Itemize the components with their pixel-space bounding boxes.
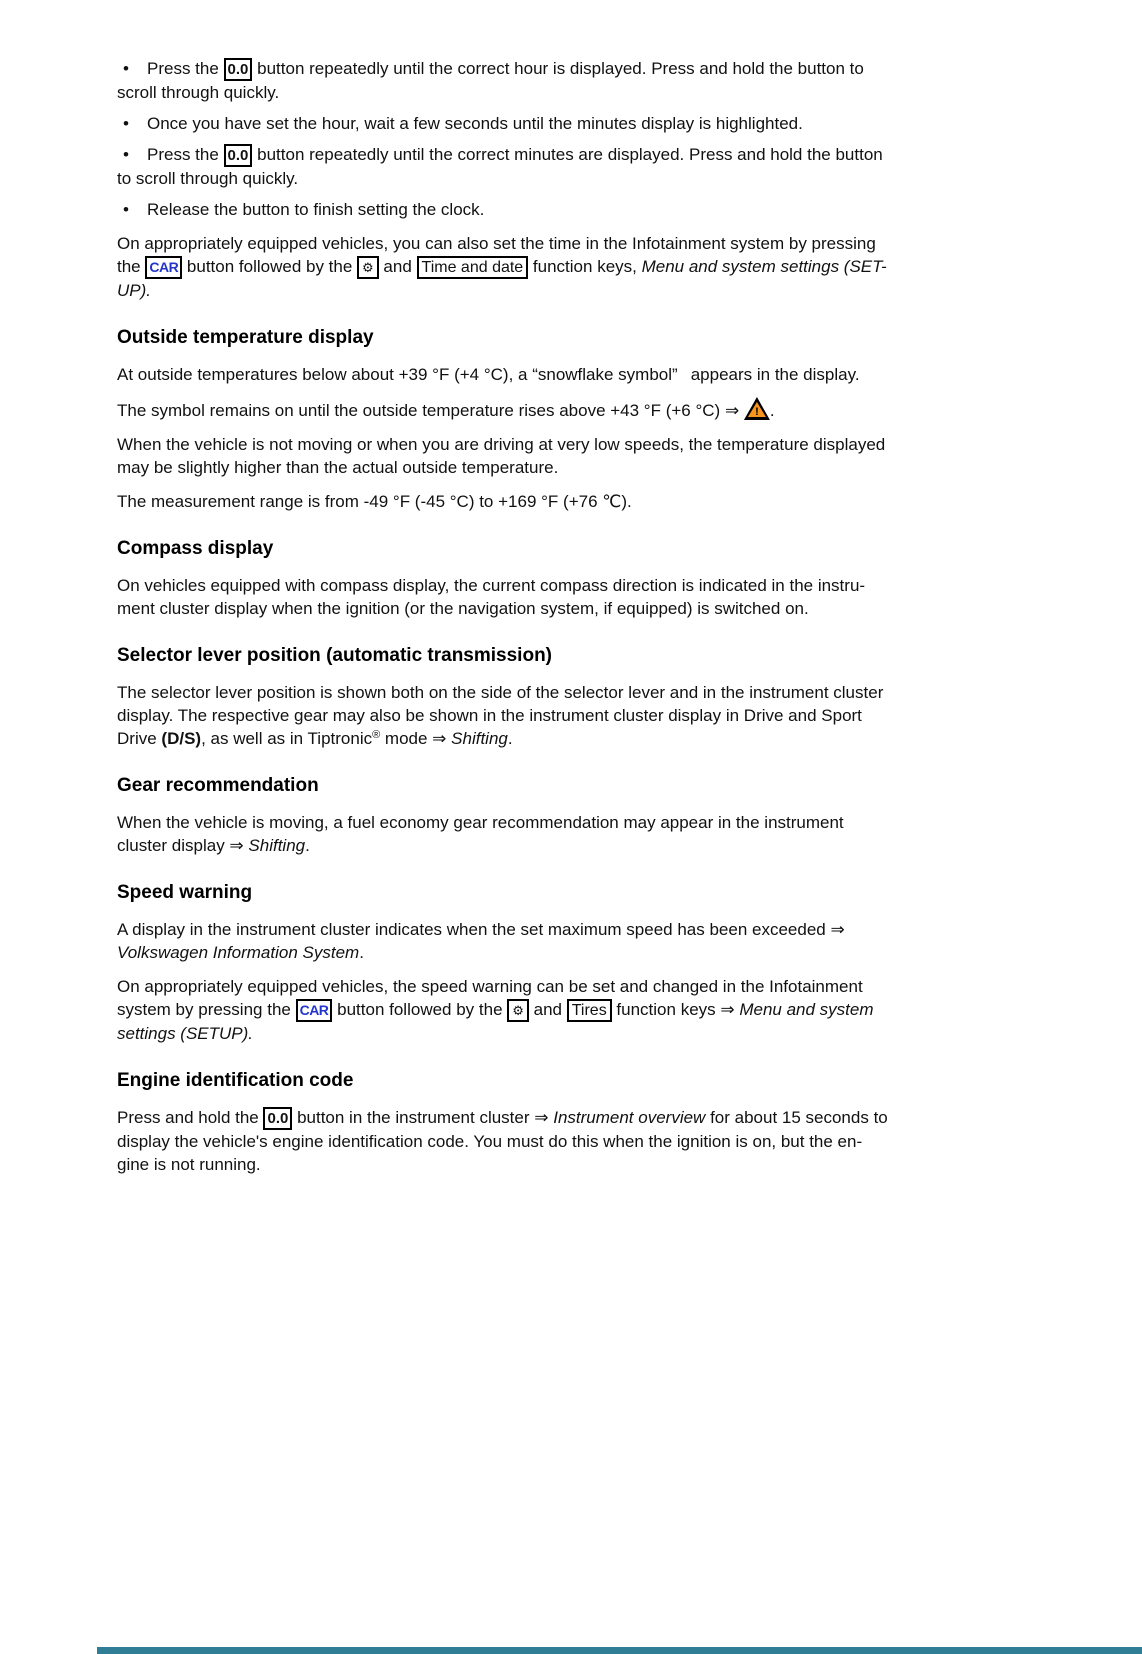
text-run-italic: Menu and system (739, 1000, 874, 1019)
text-run: The selector lever position is shown both on the side of the selector lever and in the instrument cluster (117, 683, 884, 702)
text-run-bold: (D/S) (161, 729, 202, 748)
paragraph (117, 811, 1039, 857)
bullet-marker: • (123, 200, 129, 219)
text-run: button followed by the (182, 257, 358, 276)
key-button: Time and date (417, 256, 529, 279)
text-run: may be slightly higher than the actual outside temperature. (117, 458, 559, 477)
text-run: The symbol remains on until the outside temperature rises above +43 °F (+6 °C) ⇒ (117, 401, 744, 420)
text-run: . (507, 729, 513, 748)
text-run: Press and hold the (117, 1108, 264, 1127)
paragraph (117, 574, 1039, 620)
text-run: to scroll through quickly. (117, 169, 299, 188)
footer-accent-bar (97, 1647, 1142, 1654)
paragraph (117, 681, 1039, 750)
text-run: Release the button to finish setting the clock. (147, 200, 485, 219)
text-run: The measurement range is from -49 °F (-45 °C) to +169 °F (+76 ℃). (117, 492, 632, 511)
text-run: A display in the instrument cluster indicates when the set maximum speed has been exceeded ⇒ (117, 920, 845, 939)
text-run: On appropriately equipped vehicles, the speed warning can be set and changed in the Infotainment (117, 977, 863, 996)
key-button: Tires (567, 999, 612, 1022)
bullet-item (117, 143, 1039, 190)
document-content (117, 57, 1039, 1176)
section-heading (117, 536, 1039, 562)
bullet-item (117, 112, 1039, 135)
text-run: At outside temperatures below about +39 °F (+4 °C), a “snowflake symbol” (117, 365, 678, 384)
text-run: Press the (147, 145, 224, 164)
text-run: cluster display ⇒ (117, 836, 249, 855)
text-run: gine is not running. (117, 1155, 261, 1174)
text-run-italic: Volkswagen Information System (117, 943, 360, 962)
text-run: When the vehicle is not moving or when you are driving at very low speeds, the temperature displayed (117, 435, 886, 454)
text-run: Speed warning (117, 882, 253, 903)
paragraph (117, 490, 1039, 513)
text-run: Compass display (117, 538, 274, 559)
text-run: and (378, 257, 417, 276)
text-run: display. The respective gear may also be shown in the instrument cluster display in Drive and Sport (117, 706, 862, 725)
setup-key-button (507, 999, 529, 1022)
section-heading (117, 773, 1039, 799)
text-run: button repeatedly until the correct hour is displayed. Press and hold the button to (252, 59, 864, 78)
text-run-italic: Menu and system settings (SET- (641, 257, 887, 276)
text-run: function keys, (528, 257, 642, 276)
text-run: button repeatedly until the correct minutes are displayed. Press and hold the button (252, 145, 883, 164)
paragraph (117, 433, 1039, 479)
text-run: . (305, 836, 310, 855)
text-run: Press the (147, 59, 224, 78)
paragraph (117, 397, 1039, 422)
text-run-italic: UP). (117, 281, 151, 300)
gear-icon: ⚙ (512, 1003, 524, 1018)
text-run: the (117, 257, 146, 276)
warning-exclamation: ! (755, 406, 759, 418)
car-key-button: CAR (145, 256, 182, 279)
section-heading (117, 643, 1039, 669)
text-run: Gear recommendation (117, 775, 319, 796)
text-run: scroll through quickly. (117, 83, 280, 102)
text-run: system by pressing the (117, 1000, 296, 1019)
text-run: Drive (117, 729, 162, 748)
bullet-item (117, 198, 1039, 221)
section-heading (117, 325, 1039, 351)
text-run: Selector lever position (automatic transmission) (117, 645, 552, 666)
warning-triangle-icon (744, 397, 770, 420)
bullet-marker: • (123, 145, 129, 164)
section-heading (117, 1068, 1039, 1094)
text-run: function keys ⇒ (611, 1000, 740, 1019)
text-run: ment cluster display when the ignition (or the navigation system, if equipped) is switched on. (117, 599, 809, 618)
text-run: . (769, 401, 775, 420)
paragraph (117, 363, 1039, 386)
bullet-marker: • (123, 59, 129, 78)
text-run: mode ⇒ (380, 729, 452, 748)
text-run: Outside temperature display (117, 327, 374, 348)
setup-key-button (357, 256, 379, 279)
bullet-marker: • (123, 114, 129, 133)
gear-icon: ⚙ (362, 260, 374, 275)
text-run: button in the instrument cluster ⇒ (292, 1108, 554, 1127)
key-button: 0.0 (224, 58, 253, 81)
text-run: On appropriately equipped vehicles, you can also set the time in the Infotainment system by pressing (117, 234, 876, 253)
car-key-button: CAR (296, 999, 333, 1022)
paragraph (117, 232, 1039, 302)
paragraph (117, 975, 1039, 1045)
key-button: 0.0 (263, 1107, 292, 1130)
text-run: and (528, 1000, 567, 1019)
registered-mark: ® (372, 729, 381, 741)
bullet-item (117, 57, 1039, 104)
key-button: 0.0 (224, 144, 253, 167)
text-run: . (359, 943, 364, 962)
text-run: , as well as in Tiptronic (201, 729, 373, 748)
text-run: When the vehicle is moving, a fuel economy gear recommendation may appear in the instrument (117, 813, 844, 832)
paragraph (117, 918, 1039, 964)
paragraph (117, 1106, 1039, 1176)
section-heading (117, 880, 1039, 906)
text-run: Engine identification code (117, 1070, 354, 1091)
text-run-italic: Shifting (451, 729, 508, 748)
text-run-italic: Shifting (248, 836, 306, 855)
text-run: On vehicles equipped with compass display, the current compass direction is indicated in the instru- (117, 576, 866, 595)
text-run-italic: settings (SETUP). (117, 1024, 254, 1043)
text-run: button followed by the (332, 1000, 508, 1019)
text-run: display the vehicle's engine identification code. You must do this when the ignition is on, but the en- (117, 1132, 863, 1151)
text-run: for about 15 seconds to (705, 1108, 888, 1127)
text-run: appears in the display. (690, 365, 860, 384)
text-run: Once you have set the hour, wait a few seconds until the minutes display is highlighted. (147, 114, 803, 133)
text-run-italic: Instrument overview (553, 1108, 706, 1127)
